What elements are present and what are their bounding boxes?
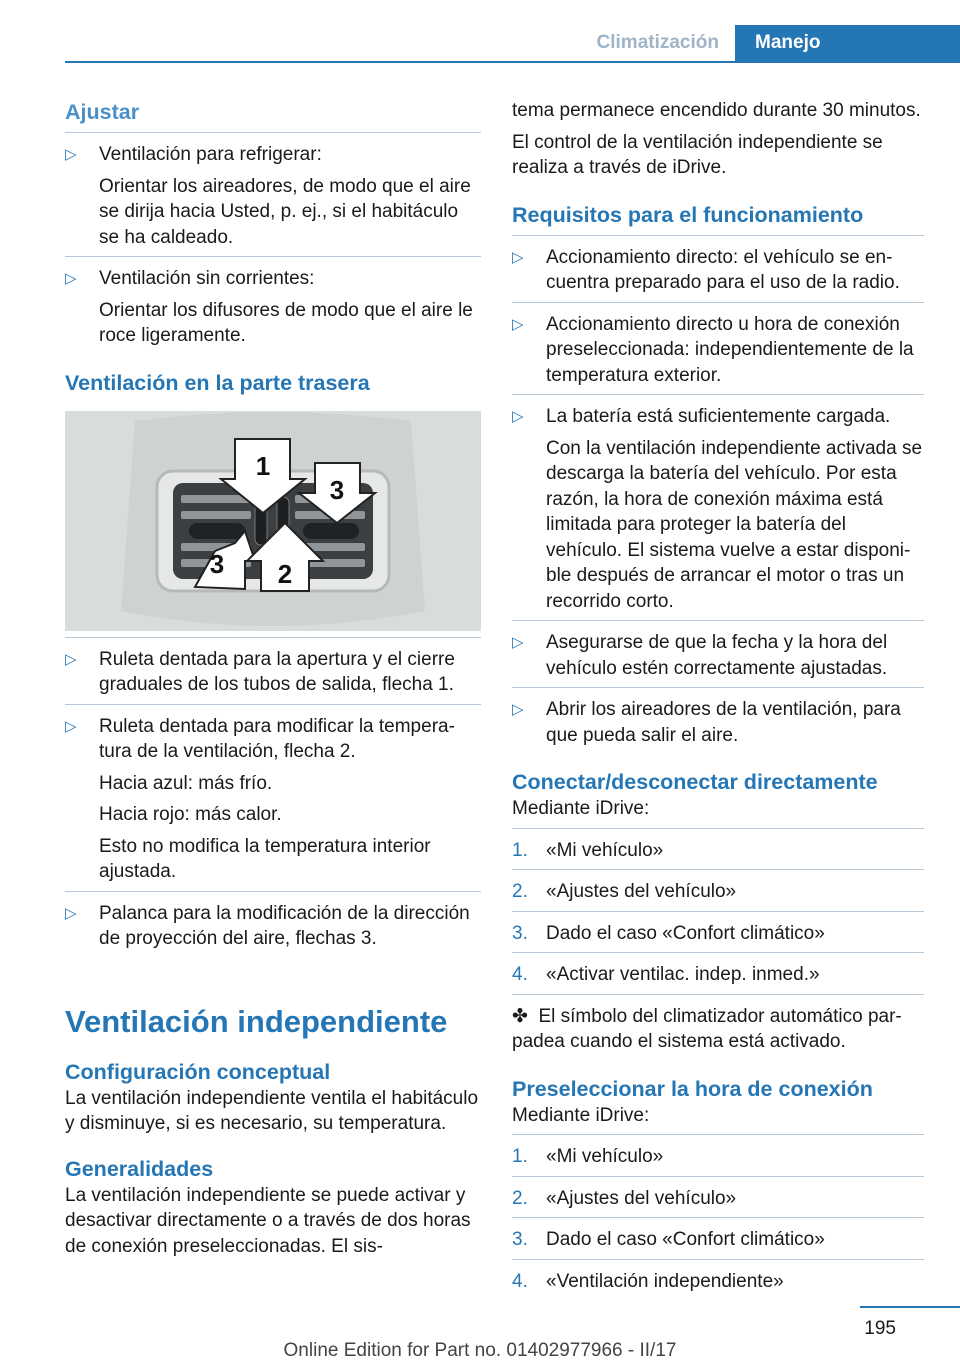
list-item: 2. «Ajustes del vehículo» bbox=[512, 881, 737, 902]
heading-directo: Conectar/desconectar directamente bbox=[512, 770, 878, 794]
divider bbox=[512, 1259, 924, 1260]
divider bbox=[65, 637, 481, 638]
item-title: ▷ Ventilación sin corrientes: bbox=[99, 268, 315, 289]
item-note: Esto no modifica la temperatura interior ajustada. bbox=[99, 835, 431, 882]
divider bbox=[512, 687, 924, 688]
arrow-label-2: 2 bbox=[277, 558, 293, 589]
list-item bbox=[65, 266, 481, 349]
divider bbox=[512, 235, 924, 236]
item-body: ▷ Abrir los aireadores de la ventilación, para que pueda salir el aire. bbox=[546, 699, 901, 746]
item-body: ▷ Asegurarse de que la fecha y la hora del vehículo estén correctamente ajustadas. bbox=[546, 632, 888, 679]
list-item bbox=[65, 647, 481, 698]
list-item: 3. Dado el caso «Confort climático» bbox=[512, 922, 825, 944]
list-item bbox=[512, 630, 924, 681]
left-column bbox=[65, 98, 481, 1259]
page-header bbox=[581, 25, 960, 61]
heading-independiente: Ventilación independiente bbox=[65, 1003, 448, 1039]
heading-trasera: Ventilación en la parte trasera bbox=[65, 370, 370, 395]
footer-rule bbox=[860, 1306, 960, 1308]
rear-vent-illustration bbox=[65, 411, 481, 631]
header-tab: Manejo bbox=[735, 25, 960, 61]
divider bbox=[512, 911, 924, 912]
right-column bbox=[512, 98, 924, 1294]
list-item bbox=[512, 697, 924, 748]
divider bbox=[65, 132, 481, 133]
divider bbox=[65, 891, 481, 892]
list-item: 4. «Activar ventilac. indep. inmed.» bbox=[512, 964, 820, 985]
divider bbox=[512, 620, 924, 621]
item-body: ▷ Palanca para la modificación de la dirección de proyección del aire, flechas 3. bbox=[99, 902, 470, 949]
config-text: La ventilación independiente ventila el habitáculo y disminuye, si es necesario, su temperatura. bbox=[65, 1087, 479, 1134]
direct-intro: Mediante iDrive: bbox=[512, 798, 650, 819]
divider bbox=[512, 1134, 924, 1135]
list-item: 1. «Mi vehículo» bbox=[512, 839, 664, 861]
idrive-text: El control de la ventilación independiente se realiza a través de iDrive. bbox=[512, 131, 883, 178]
header-section: Climatización bbox=[596, 32, 719, 53]
divider bbox=[512, 952, 924, 953]
item-body: Orientar los aireadores, de modo que el aire se dirija hacia Usted, p. ej., si el habitáculo se ha caldeado. bbox=[99, 175, 471, 248]
arrow-label-3-left: 3 bbox=[209, 548, 225, 579]
item-body: Orientar los difusores de modo que el aire le roce ligeramente. bbox=[99, 299, 473, 346]
rear-vent-figure bbox=[65, 411, 481, 631]
edition-footer: Online Edition for Part no. 01402977966 - II/17 bbox=[283, 1340, 677, 1361]
list-item: 4. «Ventilación independiente» bbox=[512, 1270, 784, 1292]
list-item bbox=[65, 714, 481, 885]
item-body: ▷ Ruleta dentada para la apertura y el cierre graduales de los tubos de salida, flecha 1. bbox=[99, 648, 455, 695]
item-note: Hacia rojo: más calor. bbox=[99, 804, 282, 825]
divider bbox=[512, 828, 924, 829]
list-item: 2. «Ajustes del vehículo» bbox=[512, 1187, 737, 1209]
list-item bbox=[512, 404, 924, 614]
list-item bbox=[512, 312, 924, 389]
item-body: ▷ Accionamiento directo u hora de conexión preseleccionada: independientemente de la temperatura exterior. bbox=[546, 313, 914, 386]
list-item: 3. Dado el caso «Confort climático» bbox=[512, 1229, 825, 1250]
list-item bbox=[65, 142, 481, 250]
heading-preseleccionar: Preseleccionar la hora de conexión bbox=[512, 1076, 873, 1101]
item-body: ▷ La batería está suficientemente cargada. bbox=[546, 406, 891, 427]
continued-text: tema permanece encendido durante 30 minutos. bbox=[512, 100, 921, 121]
item-body: ▷ Ruleta dentada para modificar la temperatura de la ventilación, flecha 2. bbox=[99, 715, 455, 762]
heading-ajustar: Ajustar bbox=[65, 100, 140, 124]
symbol-note: ✤ El símbolo del climatizador automático parpadea cuando el sistema está activado. bbox=[512, 1005, 902, 1052]
fan-icon: ✤ bbox=[512, 1005, 528, 1027]
arrow-label-1: 1 bbox=[255, 450, 271, 481]
heading-generalidades: Generalidades bbox=[65, 1156, 214, 1181]
divider bbox=[65, 704, 481, 705]
divider bbox=[512, 1176, 924, 1177]
divider bbox=[512, 302, 924, 303]
heading-requisitos: Requisitos para el funcionamiento bbox=[512, 202, 864, 227]
item-title: ▷ Ventilación para refrigerar: bbox=[99, 144, 322, 165]
divider bbox=[65, 256, 481, 257]
divider bbox=[512, 869, 924, 870]
presel-intro: Mediante iDrive: bbox=[512, 1104, 650, 1126]
page-number: 195 bbox=[864, 1318, 896, 1339]
item-note: Hacia azul: más frío. bbox=[99, 772, 273, 794]
arrow-label-3-right: 3 bbox=[329, 474, 345, 505]
list-item: 1. «Mi vehículo» bbox=[512, 1146, 664, 1167]
general-text: La ventilación independiente se puede activar y desactivar directamente o a través de dos horas de conexión preseleccionadas. El sis- bbox=[65, 1184, 471, 1257]
item-note: Con la ventilación independiente activada se descarga la batería del vehículo. Por esta razón, la hora de conexión máxima está limitada para proteger la batería del vehículo. El sistema vuelve a estar disponible después de arrancar el motor o tras un recorrido corto. bbox=[546, 437, 923, 612]
header-rule bbox=[65, 61, 960, 63]
item-body: ▷ Accionamiento directo: el vehículo se encuentra preparado para el uso de la radio. bbox=[546, 246, 900, 293]
divider bbox=[512, 394, 924, 395]
heading-config: Configuración conceptual bbox=[65, 1059, 331, 1084]
list-item bbox=[65, 901, 481, 952]
divider bbox=[512, 1217, 924, 1218]
list-item bbox=[512, 245, 924, 296]
divider bbox=[512, 994, 924, 995]
